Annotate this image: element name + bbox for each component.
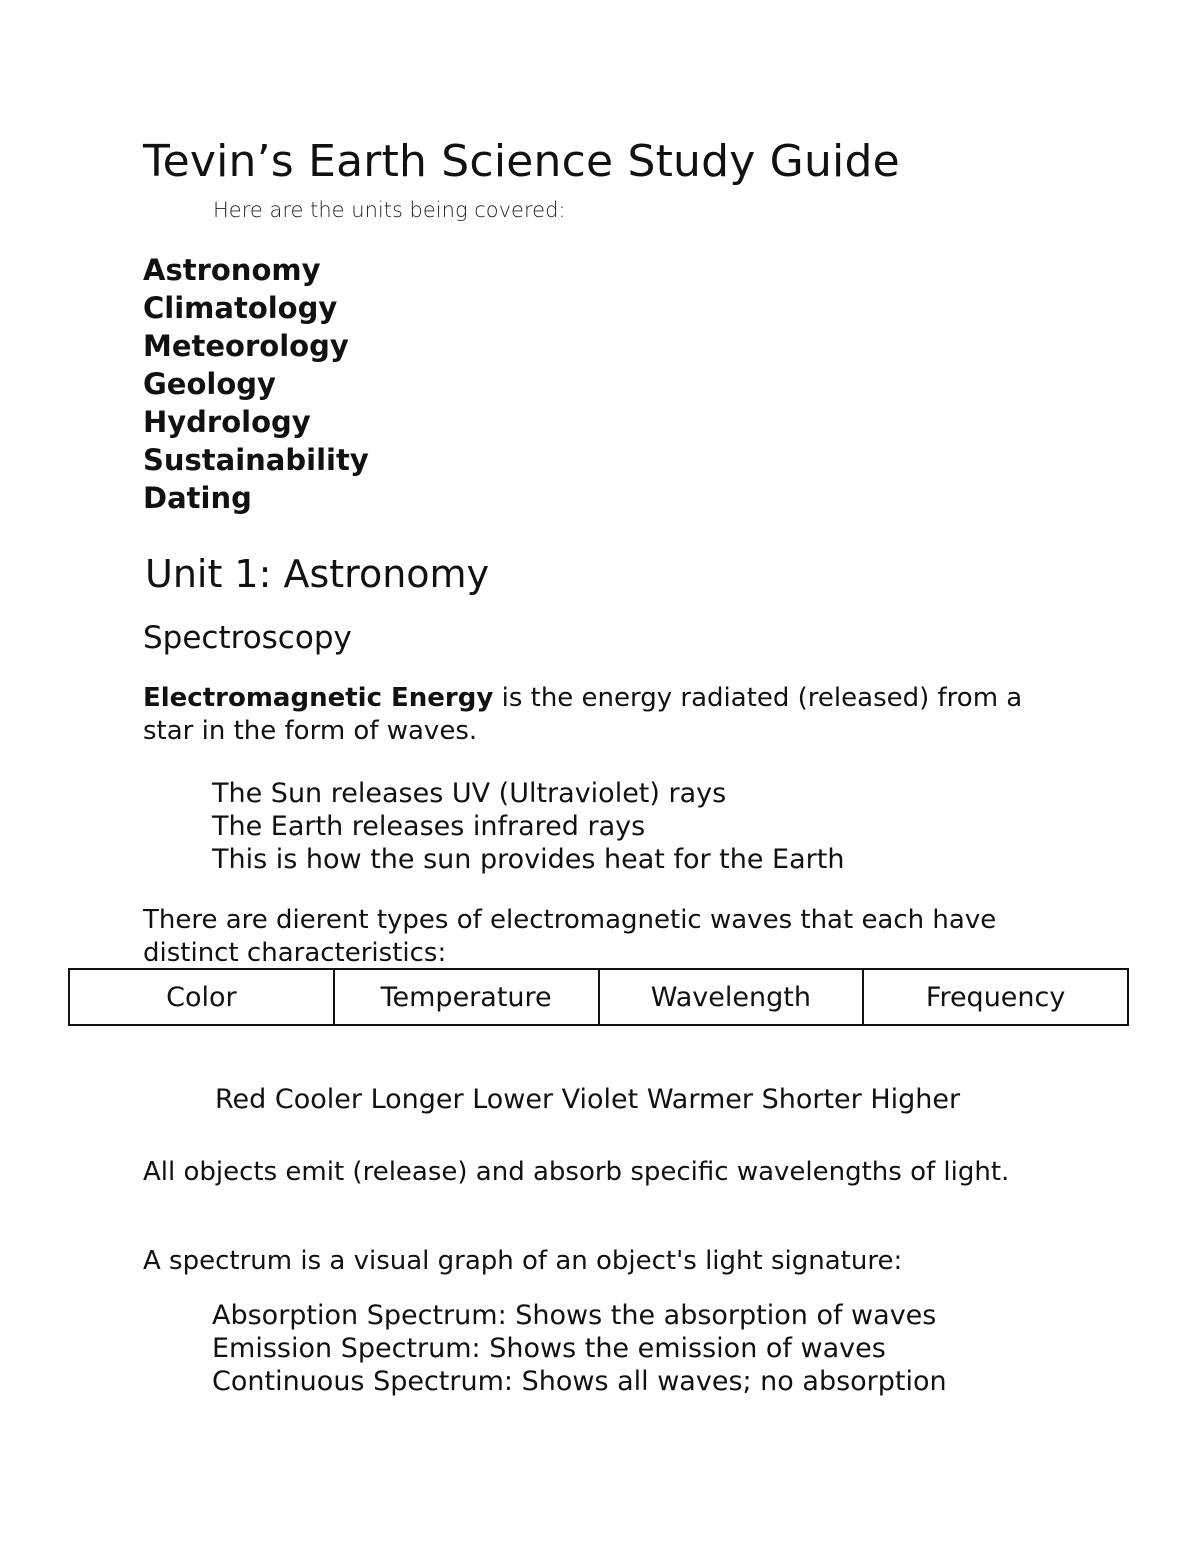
em-energy-definition: is the energy radiated (released) from a star in the form of waves. (143, 683, 1023, 746)
units-intro: Here are the units being covered: (213, 198, 566, 222)
section-heading: Spectroscopy (143, 620, 352, 656)
wave-scale-line: Red Cooler Longer Lower Violet Warmer Shorter Higher (215, 1084, 961, 1115)
list-item: Absorption Spectrum: Shows the absorption of waves (212, 1300, 937, 1331)
unit-heading: Unit 1: Astronomy (145, 552, 490, 596)
list-item: Hydrology (143, 405, 311, 439)
spectrum-paragraph: A spectrum is a visual graph of an object's light signature: (143, 1246, 903, 1276)
list-item: The Earth releases infrared rays (212, 811, 646, 842)
table-cell: Color (69, 969, 334, 1025)
list-item: Sustainability (143, 443, 369, 477)
units-list (143, 251, 369, 517)
list-item: The Sun releases UV (Ultraviolet) rays (212, 778, 727, 809)
table-row (69, 969, 1128, 1025)
table-cell: Temperature (334, 969, 599, 1025)
list-item: Continuous Spectrum: Shows all waves; no absorption (212, 1366, 947, 1397)
wave-characteristics-table (68, 968, 1129, 1026)
list-item: Climatology (143, 291, 338, 325)
list-item: Dating (143, 481, 252, 515)
list-item: Geology (143, 367, 276, 401)
list-item: Emission Spectrum: Shows the emission of waves (212, 1333, 886, 1364)
page-title: Tevin’s Earth Science Study Guide (143, 136, 900, 187)
em-energy-term: Electromagnetic Energy (143, 683, 494, 713)
list-item: Meteorology (143, 329, 349, 363)
list-item: This is how the sun provides heat for the Earth (212, 844, 845, 875)
radiation-list (212, 777, 844, 876)
table-cell: Wavelength (599, 969, 864, 1025)
em-energy-paragraph (143, 682, 1073, 748)
spectrum-list (212, 1299, 947, 1398)
table-cell: Frequency (863, 969, 1128, 1025)
wave-types-paragraph: There are dierent types of electromagnetic waves that each have distinct characteristics: (143, 905, 997, 968)
emit-absorb-paragraph: All objects emit (release) and absorb specific wavelengths of light. (143, 1157, 1010, 1187)
list-item: Astronomy (143, 253, 321, 287)
